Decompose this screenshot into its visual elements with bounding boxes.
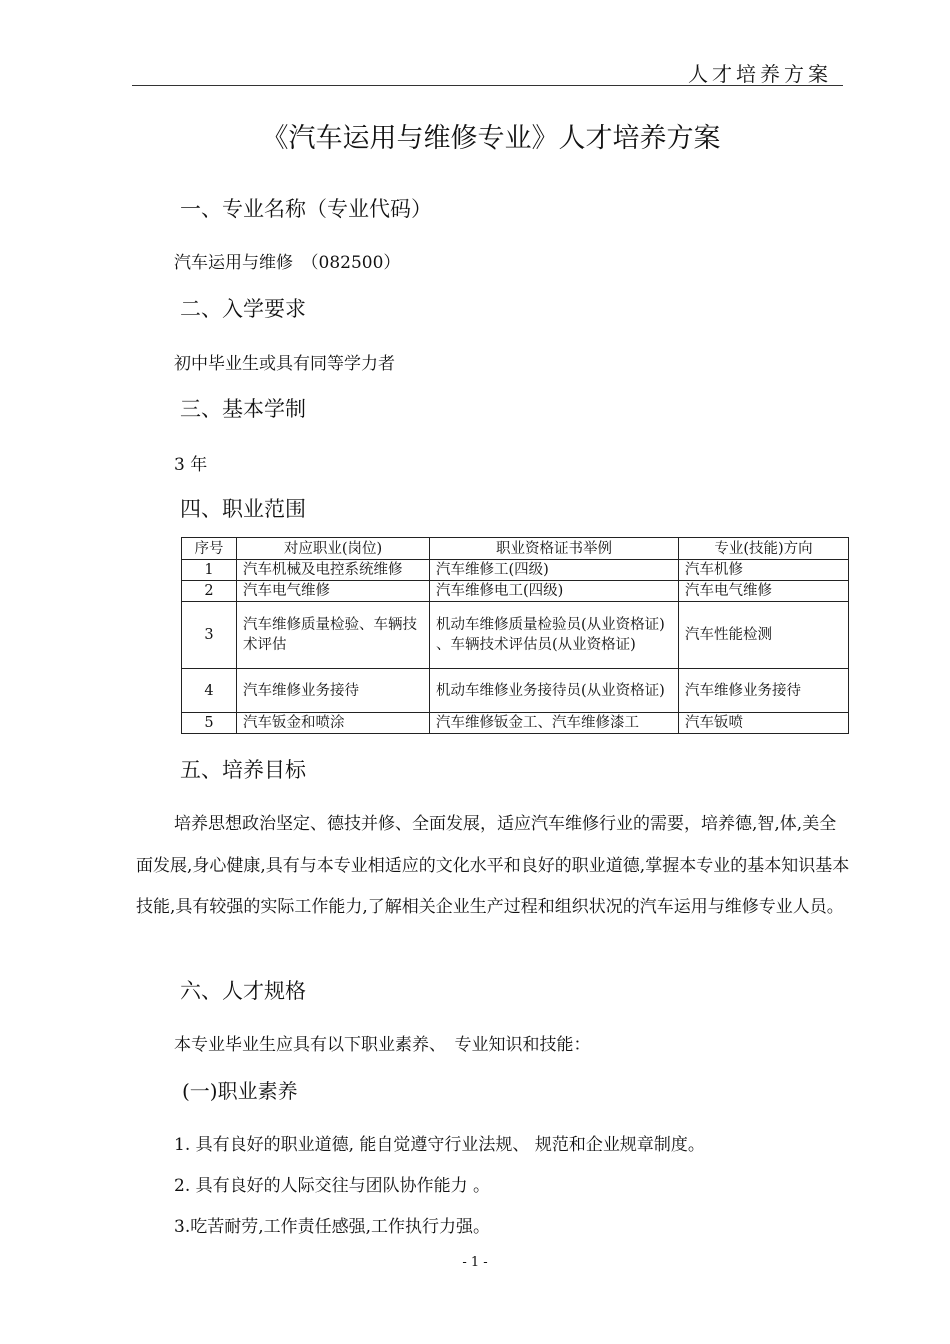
sub-heading-professional-quality: (一)职业素养 <box>182 1079 298 1103</box>
table-cell: 汽车电气维修 <box>237 581 430 602</box>
table-cell: 汽车维修工(四级) <box>430 560 679 581</box>
section-3-content: 3 年 <box>174 455 208 475</box>
table-cell: 汽车性能检测 <box>679 602 849 669</box>
table-row <box>182 560 849 581</box>
table-cell: 机动车维修业务接待员(从业资格证) <box>430 669 679 713</box>
table-cell: 汽车维修质量检验、车辆技术评估 <box>237 602 430 669</box>
table-cell: 机动车维修质量检验员(从业资格证) 、车辆技术评估员(从业资格证) <box>430 602 679 669</box>
table-cell: 5 <box>182 713 237 734</box>
table-cell: 3 <box>182 602 237 669</box>
section-5-heading: 五、培养目标 <box>180 758 306 782</box>
table-row <box>182 581 849 602</box>
table-cell: 汽车维修业务接待 <box>679 669 849 713</box>
list-item: 2. 具有良好的人际交往与团队协作能力 。 <box>174 1176 491 1196</box>
table-row <box>182 713 849 734</box>
table-cell: 汽车维修电工(四级) <box>430 581 679 602</box>
header-rule <box>132 85 843 86</box>
document-title: 《汽车运用与维修专业》人才培养方案 <box>261 123 721 154</box>
section-1-content: 汽车运用与维修 （082500） <box>174 253 401 273</box>
table-cell: 汽车钣金和喷涂 <box>237 713 430 734</box>
table-cell: 汽车机械及电控系统维修 <box>237 560 430 581</box>
section-6-intro: 本专业毕业生应具有以下职业素养、 专业知识和技能： <box>174 1035 591 1055</box>
table-cell: 汽车钣喷 <box>679 713 849 734</box>
table-header-cell: 对应职业(岗位) <box>237 538 430 560</box>
table-header-row <box>182 538 849 560</box>
table-header-cell: 序号 <box>182 538 237 560</box>
section-3-heading: 三、基本学制 <box>180 397 306 421</box>
list-item: 1. 具有良好的职业道德, 能自觉遵守行业法规、 规范和企业规章制度。 <box>174 1135 705 1155</box>
page-number: - 1 - <box>462 1255 488 1270</box>
table-cell: 2 <box>182 581 237 602</box>
header-title: 人才培养方案 <box>688 62 832 86</box>
table-cell: 1 <box>182 560 237 581</box>
section-1-heading: 一、专业名称（专业代码） <box>180 197 432 221</box>
section-2-content: 初中毕业生或具有同等学力者 <box>174 354 395 374</box>
table-cell: 4 <box>182 669 237 713</box>
section-4-heading: 四、职业范围 <box>180 497 306 521</box>
table-cell: 汽车维修钣金工、汽车维修漆工 <box>430 713 679 734</box>
table-header-cell: 职业资格证书举例 <box>430 538 679 560</box>
section-2-heading: 二、入学要求 <box>180 297 306 321</box>
table-row <box>182 669 849 713</box>
training-goal-paragraph: 培养思想政治坚定、德技并修、全面发展，适应汽车维修行业的需要，培养德,智,体,美全面发展,身心健康,具有与本专业相适应的文化水平和良好的职业道德,掌握本专业的基本知识基本技能,具有较强的实际工作能力,了解相关企业生产过程和组织状况的汽车运用与维修专业人员。 <box>136 814 850 917</box>
table-header-cell: 专业(技能)方向 <box>679 538 849 560</box>
occupation-scope-table <box>181 537 849 734</box>
section-6-heading: 六、人才规格 <box>180 979 306 1003</box>
table-row <box>182 602 849 669</box>
table-cell: 汽车机修 <box>679 560 849 581</box>
list-item: 3.吃苦耐劳,工作责任感强,工作执行力强。 <box>174 1217 491 1237</box>
table-cell: 汽车维修业务接待 <box>237 669 430 713</box>
table-cell: 汽车电气维修 <box>679 581 849 602</box>
